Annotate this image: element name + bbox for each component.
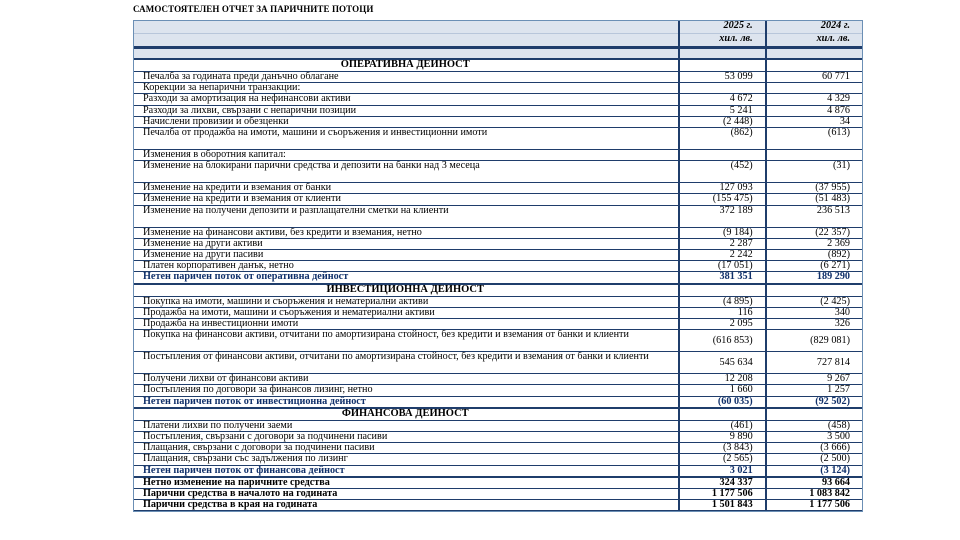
spacer-cell	[766, 48, 862, 60]
value-2025	[679, 83, 765, 94]
table-row	[134, 307, 862, 318]
cash-flow-rows	[134, 59, 862, 511]
header-unit-label-cell	[134, 34, 679, 48]
row-label: Изменение на получени депозити и разплащателни сметки на клиенти	[134, 205, 679, 227]
value-2024: (92 502)	[766, 396, 862, 408]
table-row	[134, 261, 862, 272]
value-2024: 4 329	[766, 94, 862, 105]
table-row	[134, 183, 862, 194]
header-row-years	[134, 21, 862, 34]
value-2025: 9 890	[679, 432, 765, 443]
row-label: Начислени провизии и обезценки	[134, 116, 679, 127]
section-header-row	[134, 59, 862, 72]
total-row	[134, 489, 862, 500]
row-label: Изменение на финансови активи, без кредити и вземания, нетно	[134, 227, 679, 238]
value-2025: 5 241	[679, 105, 765, 116]
value-2024: 1 177 506	[766, 500, 862, 511]
value-2024	[766, 83, 862, 94]
value-2025: 2 242	[679, 250, 765, 261]
section-header-row	[134, 408, 862, 421]
row-label: Нетен паричен поток от инвестиционна дейност	[134, 396, 679, 408]
value-2024: (2 425)	[766, 296, 862, 307]
table-row	[134, 128, 862, 150]
table-row	[134, 205, 862, 227]
row-label: Нетно изменение на паричните средства	[134, 477, 679, 489]
table-row	[134, 432, 862, 443]
section-header-row	[134, 284, 862, 297]
header-label-cell	[134, 21, 679, 34]
table-row	[134, 454, 862, 465]
table-row	[134, 227, 862, 238]
value-2025: (616 853)	[679, 330, 765, 352]
value-2025: 1 501 843	[679, 500, 765, 511]
header-year-2024: 2024 г.	[766, 21, 862, 34]
row-label: Нетен паричен поток от оперативна дейност	[134, 272, 679, 284]
table-row	[134, 116, 862, 127]
row-label: Изменение на други активи	[134, 238, 679, 249]
value-2025: 12 208	[679, 374, 765, 385]
row-label: Изменение на кредити и вземания от клиенти	[134, 194, 679, 205]
total-row	[134, 465, 862, 477]
value-2024: 326	[766, 319, 862, 330]
value-2025: 324 337	[679, 477, 765, 489]
total-row	[134, 272, 862, 284]
table-row	[134, 330, 862, 352]
row-label: ИНВЕСТИЦИОННА ДЕЙНОСТ	[134, 284, 679, 297]
value-2025: (461)	[679, 420, 765, 431]
value-2024: 9 267	[766, 374, 862, 385]
value-2025: 116	[679, 307, 765, 318]
value-2025: (155 475)	[679, 194, 765, 205]
row-label: Постъпления, свързани с договори за подчинени пасиви	[134, 432, 679, 443]
header-year-2025: 2025 г.	[679, 21, 765, 34]
value-2024: (37 955)	[766, 183, 862, 194]
value-2024: (458)	[766, 420, 862, 431]
value-2025: 53 099	[679, 72, 765, 83]
table-row	[134, 420, 862, 431]
row-label: ФИНАНСОВА ДЕЙНОСТ	[134, 408, 679, 421]
row-label: Изменение на други пасиви	[134, 250, 679, 261]
row-label: Изменения в оборотния капитал:	[134, 150, 679, 161]
value-2025: 2 287	[679, 238, 765, 249]
row-label: Парични средства в края на годината	[134, 500, 679, 511]
header-unit-2025: хил. лв.	[679, 34, 765, 48]
value-2024	[766, 59, 862, 72]
row-label: Разходи за амортизация на нефинансови активи	[134, 94, 679, 105]
table-row	[134, 296, 862, 307]
row-label: Нетен паричен поток от финансова дейност	[134, 465, 679, 477]
value-2025: (17 051)	[679, 261, 765, 272]
value-2024: (829 081)	[766, 330, 862, 352]
value-2024: 727 814	[766, 352, 862, 374]
value-2024: (6 271)	[766, 261, 862, 272]
table-row	[134, 150, 862, 161]
row-label: Печалба от продажба на имоти, машини и съоръжения и инвестиционни имоти	[134, 128, 679, 150]
table-row	[134, 352, 862, 374]
value-2025	[679, 284, 765, 297]
value-2024: 189 290	[766, 272, 862, 284]
value-2024: (3 666)	[766, 443, 862, 454]
table-row	[134, 319, 862, 330]
value-2024: 236 513	[766, 205, 862, 227]
spacer-cell	[679, 48, 765, 60]
value-2025: 4 672	[679, 94, 765, 105]
table-row	[134, 72, 862, 83]
table-row	[134, 238, 862, 249]
row-label: Постъпления по договори за финансов лизинг, нетно	[134, 385, 679, 396]
spacer-cell	[134, 48, 679, 60]
value-2025: (4 895)	[679, 296, 765, 307]
cash-flow-table-container	[133, 20, 863, 512]
header-spacer-row	[134, 48, 862, 60]
value-2024: 340	[766, 307, 862, 318]
value-2025: 3 021	[679, 465, 765, 477]
value-2024: 3 500	[766, 432, 862, 443]
row-label: Плащания, свързани със задължения по лизинг	[134, 454, 679, 465]
value-2024: 2 369	[766, 238, 862, 249]
value-2024: 1 083 842	[766, 489, 862, 500]
table-row	[134, 94, 862, 105]
table-row	[134, 250, 862, 261]
value-2024: 60 771	[766, 72, 862, 83]
statement-title: САМОСТОЯТЕЛЕН ОТЧЕТ ЗА ПАРИЧНИТЕ ПОТОЦИ	[133, 4, 374, 14]
value-2025: (2 565)	[679, 454, 765, 465]
row-label: Корекции за непарични транзакции:	[134, 83, 679, 94]
value-2025	[679, 150, 765, 161]
value-2025: 127 093	[679, 183, 765, 194]
value-2025: (862)	[679, 128, 765, 150]
value-2025: (9 184)	[679, 227, 765, 238]
row-label: ОПЕРАТИВНА ДЕЙНОСТ	[134, 59, 679, 72]
value-2024: (892)	[766, 250, 862, 261]
value-2024: 4 876	[766, 105, 862, 116]
value-2025: (60 035)	[679, 396, 765, 408]
row-label: Парични средства в началото на годината	[134, 489, 679, 500]
row-label: Изменение на блокирани парични средства и депозити на банки над 3 месеца	[134, 161, 679, 183]
row-label: Постъпления от финансови активи, отчитани по амортизирана стойност, без кредити и вземания от банки и клиенти	[134, 352, 679, 374]
value-2024: (613)	[766, 128, 862, 150]
value-2024: 1 257	[766, 385, 862, 396]
value-2025: 1 177 506	[679, 489, 765, 500]
total-row	[134, 396, 862, 408]
value-2024: 93 664	[766, 477, 862, 489]
value-2024: (31)	[766, 161, 862, 183]
value-2025: (3 843)	[679, 443, 765, 454]
value-2025: 545 634	[679, 352, 765, 374]
value-2024: (51 483)	[766, 194, 862, 205]
table-row	[134, 194, 862, 205]
row-label: Продажба на инвестиционни имоти	[134, 319, 679, 330]
value-2024	[766, 284, 862, 297]
table-row	[134, 83, 862, 94]
row-label: Платен корпоративен данък, нетно	[134, 261, 679, 272]
header-unit-2024: хил. лв.	[766, 34, 862, 48]
row-label: Разходи за лихви, свързани с непарични позиции	[134, 105, 679, 116]
table-row	[134, 374, 862, 385]
row-label: Изменение на кредити и вземания от банки	[134, 183, 679, 194]
total-row	[134, 477, 862, 489]
value-2024: (3 124)	[766, 465, 862, 477]
row-label: Плащания, свързани с договори за подчинени пасиви	[134, 443, 679, 454]
value-2025: (2 448)	[679, 116, 765, 127]
table-row	[134, 161, 862, 183]
value-2025	[679, 59, 765, 72]
value-2024: 34	[766, 116, 862, 127]
cash-flow-table	[134, 21, 862, 511]
value-2024: (22 357)	[766, 227, 862, 238]
row-label: Печалба за годината преди данъчно облагане	[134, 72, 679, 83]
value-2024	[766, 408, 862, 421]
row-label: Продажба на имоти, машини и съоръжения и нематериални активи	[134, 307, 679, 318]
value-2025: 372 189	[679, 205, 765, 227]
table-row	[134, 385, 862, 396]
value-2024: (2 500)	[766, 454, 862, 465]
value-2025: (452)	[679, 161, 765, 183]
table-row	[134, 443, 862, 454]
table-row	[134, 105, 862, 116]
row-label: Покупка на финансови активи, отчитани по амортизирана стойност, без кредити и вземания от банки и клиенти	[134, 330, 679, 352]
value-2025: 381 351	[679, 272, 765, 284]
row-label: Покупка на имоти, машини и съоръжения и нематериални активи	[134, 296, 679, 307]
value-2025: 1 660	[679, 385, 765, 396]
value-2025: 2 095	[679, 319, 765, 330]
row-label: Платени лихви по получени заеми	[134, 420, 679, 431]
header-row-units	[134, 34, 862, 48]
value-2025	[679, 408, 765, 421]
row-label: Получени лихви от финансови активи	[134, 374, 679, 385]
total-row	[134, 500, 862, 511]
value-2024	[766, 150, 862, 161]
